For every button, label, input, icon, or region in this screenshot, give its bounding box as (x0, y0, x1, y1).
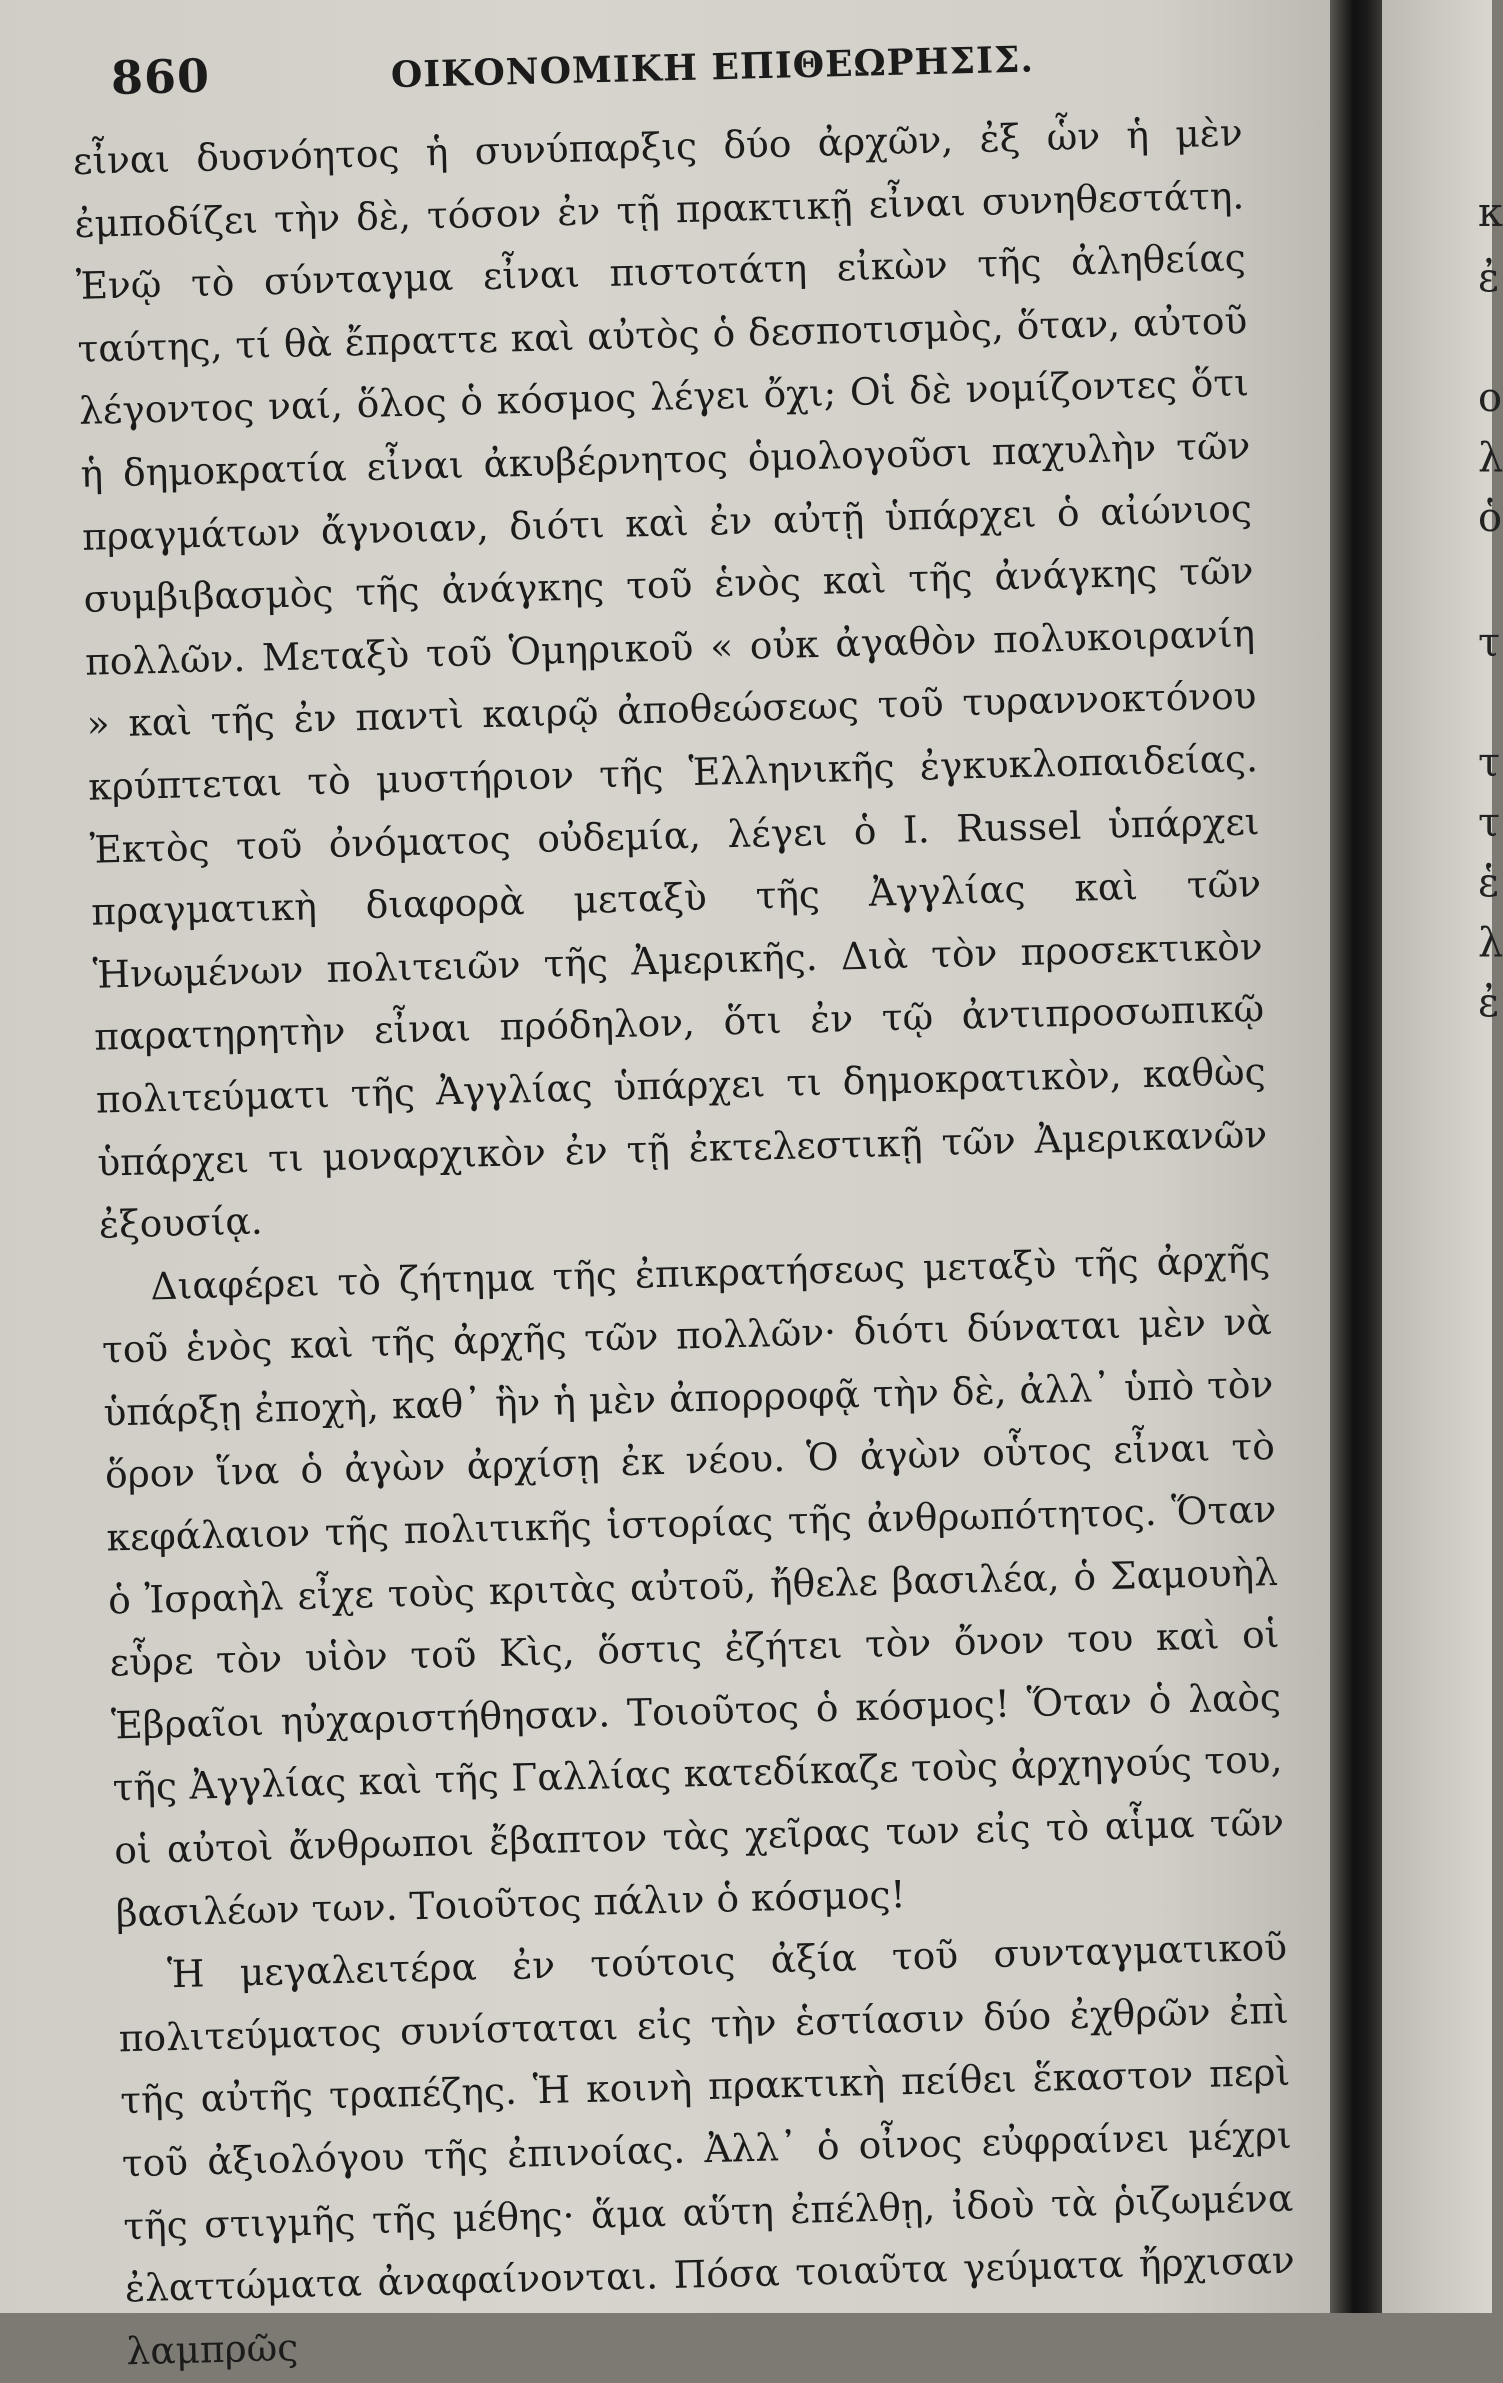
adjacent-page-fragment: τ (1478, 800, 1501, 846)
paragraph: εἶναι δυσνόητος ἡ συνύπαρξις δύο ἀρχῶν, ἐξ ὧν ἡ μὲν ἐμποδίζει τὴν δὲ, τόσον ἐν τῇ πρακτικῇ εἶναι συνηθεστάτη. Ἐνῷ τὸ σύνταγμα εἶναι πιστοτάτη εἰκὼν τῆς ἀληθείας ταύτης, τί θὰ ἔπραττε καὶ αὐτὸς ὁ δεσποτισμὸς, ὅταν, αὐτοῦ λέγοντος ναί, ὅλος ὁ κόσμος λέγει ὄχι; Οἱ δὲ νομίζοντες ὅτι ἡ δημοκρατία εἶναι ἀκυβέρνητος ὁμολογοῦσι παχυλὴν τῶν πραγμάτων ἄγνοιαν, διότι καὶ ἐν αὐτῇ ὑπάρχει ὁ αἰώνιος συμβιβασμὸς τῆς ἀνάγκης τοῦ ἑνὸς καὶ τῆς ἀνάγκης τῶν πολλῶν. Μεταξὺ τοῦ Ὁμηρικοῦ « οὐκ ἀγαθὸν πολυκοιρανίη » καὶ τῆς ἐν παντὶ καιρῷ ἀποθεώσεως τοῦ τυραννοκτόνου κρύπτεται τὸ μυστήριον τῆς Ἑλληνικῆς ἐγκυκλοπαιδείας. Ἐκτὸς τοῦ ὀνόματος οὐδεμία, λέγει ὁ I. Russel ὑπάρχει πραγματικὴ διαφορὰ μεταξὺ τῆς Ἀγγλίας καὶ τῶν Ἡνωμένων πολιτειῶν τῆς Ἀμερικῆς. Διὰ τὸν προσεκτικὸν παρατηρητὴν εἶναι πρόδηλον, ὅτι ἐν τῷ ἀντιπροσωπικῷ πολιτεύματι τῆς Ἀγγλίας ὑπάρχει τι δημοκρατικὸν, καθὼς ὑπάρχει τι μοναρχικὸν ἐν τῇ ἐκτελεστικῇ τῶν Ἀμερικανῶν ἐξουσίᾳ. (72, 110, 1268, 1247)
adjacent-page-fragment: ο (1478, 375, 1503, 421)
adjacent-page-fragment: τ (1478, 620, 1501, 666)
paragraph: Ἡ μεγαλειτέρα ἐν τούτοις ἀξία τοῦ συνταγματικοῦ πολιτεύματος συνίσταται εἰς τὴν ἑστίασιν δύο ἐχθρῶν ἐπὶ τῆς αὐτῆς τραπέζης. Ἡ κοινὴ πρακτικὴ πείθει ἕκαστον περὶ τοῦ ἀξιολόγου τῆς ἐπινοίας. Ἀλλ᾽ ὁ οἶνος εὐφραίνει μέχρι τῆς στιγμῆς τῆς μέθης· ἅμα αὕτη ἐπέλθῃ, ἰδοὺ τὰ ῥιζωμένα ἐλαττώματα ἀναφαίνονται. Πόσα τοιαῦτα γεύματα ἤρχισαν λαμπρῶς (118, 1925, 1296, 2374)
running-title: ΟΙΚΟΝΟΜΙΚΗ ΕΠΙΘΕΩΡΗΣΙΣ. (390, 38, 1035, 97)
body-text (72, 101, 1297, 2382)
page-content (70, 11, 1297, 2382)
adjacent-page-fragment: λ (1478, 920, 1503, 966)
page-number: 860 (110, 48, 211, 106)
adjacent-page-edge (1382, 0, 1503, 2313)
adjacent-page-fragment: ἐ (1478, 980, 1500, 1026)
adjacent-page-fragment: τ (1478, 740, 1501, 786)
book-gutter (1330, 0, 1382, 2313)
adjacent-page-fragment: ὁ (1478, 495, 1503, 541)
adjacent-page-fragment: ἑ (1478, 860, 1500, 906)
adjacent-page-fragment: κ (1478, 190, 1503, 236)
adjacent-page-fragment: ἐ (1478, 255, 1500, 301)
paragraph: Διαφέρει τὸ ζήτημα τῆς ἐπικρατήσεως μεταξὺ τῆς ἀρχῆς τοῦ ἑνὸς καὶ τῆς ἀρχῆς τῶν πολλῶν· διότι δύναται μὲν νὰ ὑπάρξῃ ἐποχὴ, καθ᾽ ἣν ἡ μὲν ἀπορροφᾷ τὴν δὲ, ἀλλ᾽ ὑπὸ τὸν ὅρον ἵνα ὁ ἀγὼν ἀρχίσῃ ἐκ νέου. Ὁ ἀγὼν οὗτος εἶναι τὸ κεφάλαιον τῆς πολιτικῆς ἱστορίας τῆς ἀνθρωπότητος. Ὅταν ὁ Ἰσραὴλ εἶχε τοὺς κριτὰς αὐτοῦ, ἤθελε βασιλέα, ὁ Σαμουὴλ εὗρε τὸν υἱὸν τοῦ Κὶς, ὅστις ἐζήτει τὸν ὄνον του καὶ οἱ Ἑβραῖοι ηὐχαριστήθησαν. Τοιοῦτος ὁ κόσμος! Ὅταν ὁ λαὸς τῆς Ἀγγλίας καὶ τῆς Γαλλίας κατεδίκαζε τοὺς ἀρχηγούς του, οἱ αὐτοὶ ἄνθρωποι ἔβαπτον τὰς χεῖρας των εἰς τὸ αἷμα τῶν βασιλέων των. Τοιοῦτος πάλιν ὁ κόσμος! (101, 1236, 1285, 1936)
adjacent-page-fragment: λ (1478, 435, 1503, 481)
